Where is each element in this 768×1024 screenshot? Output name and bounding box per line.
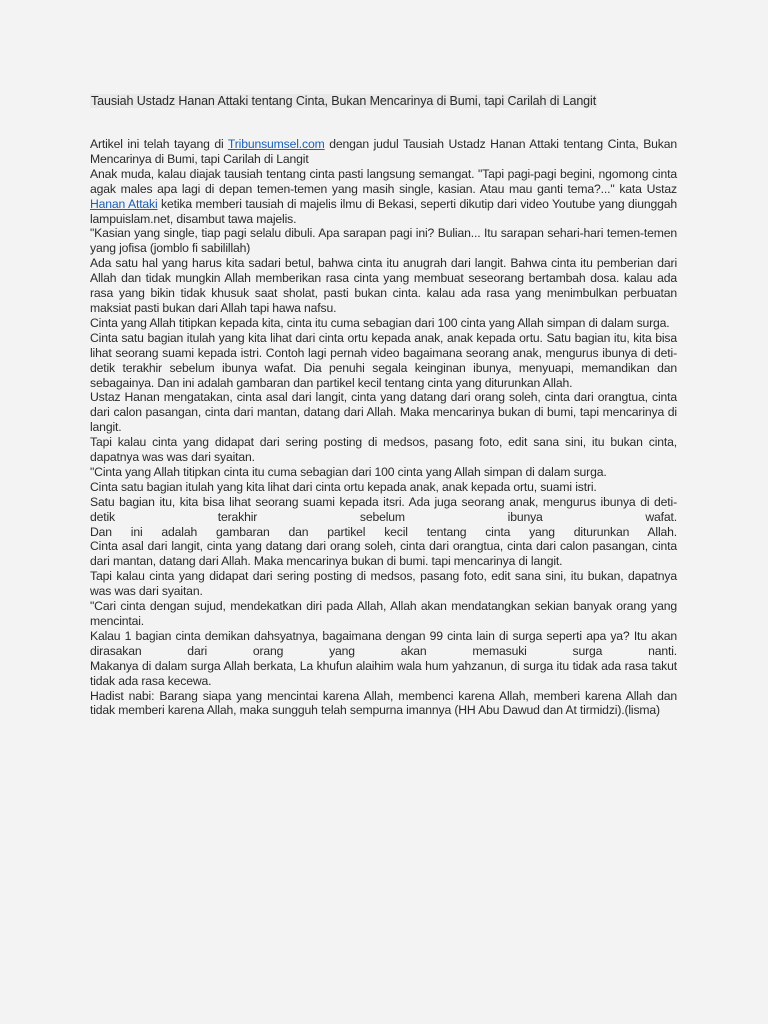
paragraph: Tapi kalau cinta yang didapat dari sering posting di medsos, pasang foto, edit sana sini, itu bukan, dapatnya was was dari syaitan.	[90, 569, 677, 599]
paragraph: Cinta yang Allah titipkan kepada kita, cinta itu cuma sebagian dari 100 cinta yang Allah simpan di dalam surga.	[90, 315, 670, 330]
paragraph: Tapi kalau cinta yang didapat dari sering posting di medsos, pasang foto, edit sana sini, itu bukan cinta, dapatnya was was dari syaitan.	[90, 435, 677, 465]
paragraph: Makanya di dalam surga Allah berkata, La khufun alaihim wala hum yahzanun, di surga itu tidak ada rasa takut tidak ada rasa kecewa.	[90, 658, 677, 688]
article-title: Tausiah Ustadz Hanan Attaki tentang Cinta, Bukan Mencarinya di Bumi, tapi Carilah di Langit	[91, 94, 597, 108]
anak-muda-text-end: ketika memberi tausiah di majelis ilmu di Bekasi, seperti dikutip dari video Youtube yang diunggah lampuislam.net, disambut tawa majelis.	[90, 196, 677, 226]
article-body	[90, 137, 677, 718]
paragraph: Cinta asal dari langit, cinta yang datang dari orang soleh, cinta dari orangtua, cinta dari calon pasangan, cinta dari mantan, datang dari Allah. Maka mencarinya bukan di bumi. tapi mencarinya di langit.	[90, 539, 677, 569]
paragraph-anak-muda	[90, 167, 677, 227]
paragraph: Ada satu hal yang harus kita sadari betul, bahwa cinta itu anugrah dari langit. Bahwa cinta itu pemberian dari Allah dan tidak mungkin Allah memberikan rasa cinta yang membuat seseorang bertambah dosa. kalau ada rasa yang bikin tidak khusuk saat sholat, pasti bukan cinta. kalau ada rasa yang menimbulkan perbuatan maksiat pasti bukan dari Allah tapi hawa nafsu.	[90, 256, 677, 315]
tribunsumsel-link[interactable]: Tribunsumsel.com	[227, 137, 325, 151]
paragraph: "Cari cinta dengan sujud, mendekatkan diri pada Allah, Allah akan mendatangkan sekian banyak orang yang mencintai.	[90, 599, 677, 628]
intro-text-start: Artikel ini telah tayang di	[90, 137, 228, 151]
paragraph: Cinta satu bagian itulah yang kita lihat dari cinta ortu kepada anak, anak kepada ortu. Satu bagian itu, kita bisa lihat seorang suami kepada istri. Contoh lagi pernah video bagaimana seorang anak, mengurus ibunya di deti-detik terakhir sebelum ibunya wafat. Dia penuhi segala keinginan ibunya, menyuapi, memandikan dan sebagainya. Dan ini adalah gambaran dan partikel kecil tentang cinta yang diturunkan Allah.	[90, 330, 677, 390]
hanan-attaki-link[interactable]: Hanan Attaki	[90, 196, 158, 211]
anak-muda-text-start: Anak muda, kalau diajak tausiah tentang cinta pasti langsung semangat. "Tapi pagi-pagi begini, ngomong cinta agak males apa lagi di depan temen-temen yang masih single, kasian. Atau mau ganti tema?..." kata Ustaz	[90, 166, 677, 196]
paragraph: Cinta satu bagian itulah yang kita lihat dari cinta ortu kepada anak, anak kepada ortu, suami istri.	[90, 479, 597, 494]
paragraph: Ustaz Hanan mengatakan, cinta asal dari langit, cinta yang datang dari orang soleh, cinta dari orangtua, cinta dari calon pasangan, cinta dari mantan, datang dari Allah. Maka mencarinya bukan di bumi, tapi mencarinya di langit.	[90, 390, 677, 435]
paragraph: "Cinta yang Allah titipkan cinta itu cuma sebagian dari 100 cinta yang Allah simpan di dalam surga.	[90, 464, 607, 479]
intro-text-end: dengan judul Tausiah Ustadz Hanan Attaki tentang Cinta, Bukan Mencarinya di Bumi, tapi Carilah di Langit	[90, 137, 677, 166]
paragraph: Hadist nabi: Barang siapa yang mencintai karena Allah, membenci karena Allah, memberi karena Allah dan tidak memberi karena Allah, maka sungguh telah sempurna imannya (HH Abu Dawud dan At tirmidzi).(lisma)	[90, 688, 677, 718]
intro-paragraph	[90, 137, 677, 167]
paragraph: Satu bagian itu, kita bisa lihat seorang suami kepada itsri. Ada juga seorang anak, mengurus ibunya di deti-detik terakhir sebelum ibunya wafat.	[90, 494, 677, 524]
paragraph: "Kasian yang single, tiap pagi selalu dibuli. Apa sarapan pagi ini? Bulian... Itu sarapan sehari-hari temen-temen yang jofisa (jomblo fi sabilillah)	[90, 226, 677, 256]
paragraph: Kalau 1 bagian cinta demikan dahsyatnya, bagaimana dengan 99 cinta lain di surga seperti apa ya? Itu akan dirasakan dari orang yang akan memasuki surga nanti.	[90, 628, 677, 658]
paragraph: Dan ini adalah gambaran dan partikel kecil tentang cinta yang diturunkan Allah.	[90, 524, 677, 539]
